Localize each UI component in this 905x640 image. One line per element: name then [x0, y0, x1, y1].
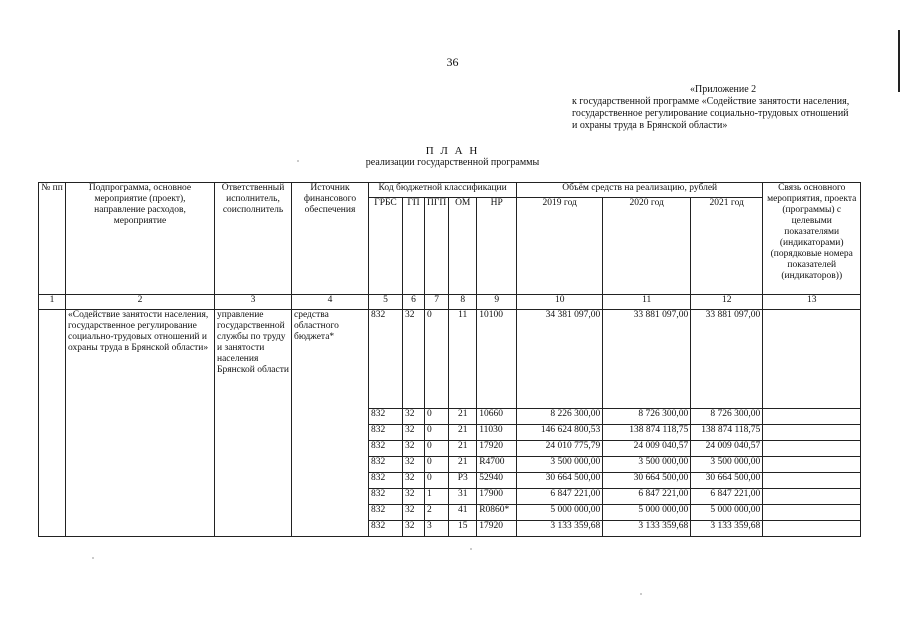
program-name-cell: «Содействие занятости населения, государственное регулирование социально-трудовых отношений и охраны труда в Брянской области»: [66, 310, 215, 537]
col-number: 9: [477, 295, 517, 310]
gp-cell: 32: [403, 441, 425, 457]
value-2020-cell: 24 009 040,57: [603, 441, 691, 457]
scan-speck: [92, 557, 94, 559]
pgp-cell: 0: [425, 425, 449, 441]
col-number: 6: [403, 295, 425, 310]
header-link: Связь основного мероприятия, проекта (программы) с целевыми показателями (индикаторами) (порядковые номера показателей (индикаторов)): [763, 183, 861, 295]
nr-cell: 17920: [477, 441, 517, 457]
column-number-row: [39, 295, 861, 310]
executor-cell: управление государственной службы по труду и занятости населения Брянской области: [215, 310, 292, 537]
link-cell: [763, 310, 861, 409]
grbs-cell: 832: [369, 521, 403, 537]
pgp-cell: 1: [425, 489, 449, 505]
header-grbs: ГРБС: [369, 198, 403, 295]
grbs-cell: 832: [369, 425, 403, 441]
col-number: 7: [425, 295, 449, 310]
value-2020-cell: 6 847 221,00: [603, 489, 691, 505]
value-2019-cell: 24 010 775,79: [517, 441, 603, 457]
grbs-cell: 832: [369, 457, 403, 473]
gp-cell: 32: [403, 473, 425, 489]
header-row-1: [39, 183, 861, 198]
pgp-cell: 0: [425, 441, 449, 457]
link-cell: [763, 441, 861, 457]
value-2019-cell: 3 500 000,00: [517, 457, 603, 473]
link-cell: [763, 505, 861, 521]
nr-cell: 10100: [477, 310, 517, 409]
col-number: 3: [215, 295, 292, 310]
gp-cell: 32: [403, 425, 425, 441]
value-2020-cell: 33 881 097,00: [603, 310, 691, 409]
grbs-cell: 832: [369, 409, 403, 425]
header-2021: 2021 год: [691, 198, 763, 295]
header-subprogram: Подпрограмма, основное мероприятие (проект), направление расходов, мероприятие: [66, 183, 215, 295]
plan-subtitle: реализации государственной программы: [365, 157, 540, 168]
value-2021-cell: 3 500 000,00: [691, 457, 763, 473]
scan-speck: [470, 548, 472, 550]
nr-cell: 11030: [477, 425, 517, 441]
appendix-line-4: и охраны труда в Брянской области»: [572, 120, 728, 131]
grbs-cell: 832: [369, 489, 403, 505]
value-2021-cell: 3 133 359,68: [691, 521, 763, 537]
value-2021-cell: 33 881 097,00: [691, 310, 763, 409]
link-cell: [763, 409, 861, 425]
header-budget-code: Код бюджетной классификации: [369, 183, 517, 198]
value-2020-cell: 3 500 000,00: [603, 457, 691, 473]
col-number: 1: [39, 295, 66, 310]
gp-cell: 32: [403, 409, 425, 425]
page-number: 36: [446, 55, 459, 69]
nr-cell: R4700: [477, 457, 517, 473]
pgp-cell: 0: [425, 473, 449, 489]
pgp-cell: 0: [425, 457, 449, 473]
header-gp: ГП: [403, 198, 425, 295]
value-2021-cell: 24 009 040,57: [691, 441, 763, 457]
col-number: 8: [449, 295, 477, 310]
pgp-cell: 2: [425, 505, 449, 521]
link-cell: [763, 473, 861, 489]
gp-cell: 32: [403, 310, 425, 409]
om-cell: P3: [449, 473, 477, 489]
grbs-cell: 832: [369, 441, 403, 457]
value-2020-cell: 8 726 300,00: [603, 409, 691, 425]
grbs-cell: 832: [369, 505, 403, 521]
value-2019-cell: 146 624 800,53: [517, 425, 603, 441]
om-cell: 21: [449, 425, 477, 441]
value-2021-cell: 8 726 300,00: [691, 409, 763, 425]
header-2019: 2019 год: [517, 198, 603, 295]
header-nr: НР: [477, 198, 517, 295]
header-executor: Ответственный исполнитель, соисполнитель: [215, 183, 292, 295]
appendix-line-2: к государственной программе «Содействие занятости населения,: [572, 96, 850, 107]
nr-cell: 17900: [477, 489, 517, 505]
appendix-line-1: «Приложение 2: [690, 84, 757, 95]
header-pgp: ПГП: [425, 198, 449, 295]
col-number: 13: [763, 295, 861, 310]
value-2021-cell: 5 000 000,00: [691, 505, 763, 521]
col-number: 2: [66, 295, 215, 310]
scan-speck: [297, 160, 299, 162]
link-cell: [763, 521, 861, 537]
gp-cell: 32: [403, 521, 425, 537]
scan-speck: [640, 593, 642, 595]
value-2019-cell: 8 226 300,00: [517, 409, 603, 425]
plan-table: [38, 182, 861, 537]
source-cell: средства областного бюджета*: [292, 310, 369, 537]
appendix-line-3: государственное регулирование социально-трудовых отношений: [572, 108, 849, 119]
om-cell: 21: [449, 409, 477, 425]
grbs-cell: 832: [369, 310, 403, 409]
om-cell: 31: [449, 489, 477, 505]
om-cell: 11: [449, 310, 477, 409]
value-2020-cell: 138 874 118,75: [603, 425, 691, 441]
value-2020-cell: 5 000 000,00: [603, 505, 691, 521]
col-number: 11: [603, 295, 691, 310]
col-number: 10: [517, 295, 603, 310]
row-number-cell: [39, 310, 66, 537]
nr-cell: 10660: [477, 409, 517, 425]
om-cell: 41: [449, 505, 477, 521]
link-cell: [763, 425, 861, 441]
om-cell: 21: [449, 441, 477, 457]
table-row: [39, 310, 861, 409]
om-cell: 15: [449, 521, 477, 537]
nr-cell: 17920: [477, 521, 517, 537]
col-number: 5: [369, 295, 403, 310]
nr-cell: 52940: [477, 473, 517, 489]
link-cell: [763, 489, 861, 505]
appendix-block: [572, 84, 892, 132]
pgp-cell: 3: [425, 521, 449, 537]
header-2020: 2020 год: [603, 198, 691, 295]
om-cell: 21: [449, 457, 477, 473]
header-volume: Объём средств на реализацию, рублей: [517, 183, 763, 198]
header-source: Источник финансового обеспечения: [292, 183, 369, 295]
nr-cell: R0860*: [477, 505, 517, 521]
plan-title: П Л А Н: [425, 145, 480, 157]
pgp-cell: 0: [425, 409, 449, 425]
value-2019-cell: 6 847 221,00: [517, 489, 603, 505]
col-number: 12: [691, 295, 763, 310]
value-2019-cell: 5 000 000,00: [517, 505, 603, 521]
gp-cell: 32: [403, 457, 425, 473]
header-om: ОМ: [449, 198, 477, 295]
value-2021-cell: 6 847 221,00: [691, 489, 763, 505]
value-2021-cell: 30 664 500,00: [691, 473, 763, 489]
link-cell: [763, 457, 861, 473]
value-2020-cell: 30 664 500,00: [603, 473, 691, 489]
pgp-cell: 0: [425, 310, 449, 409]
gp-cell: 32: [403, 489, 425, 505]
gp-cell: 32: [403, 505, 425, 521]
value-2021-cell: 138 874 118,75: [691, 425, 763, 441]
value-2020-cell: 3 133 359,68: [603, 521, 691, 537]
header-num: № пп: [39, 183, 66, 295]
grbs-cell: 832: [369, 473, 403, 489]
col-number: 4: [292, 295, 369, 310]
value-2019-cell: 3 133 359,68: [517, 521, 603, 537]
value-2019-cell: 34 381 097,00: [517, 310, 603, 409]
value-2019-cell: 30 664 500,00: [517, 473, 603, 489]
